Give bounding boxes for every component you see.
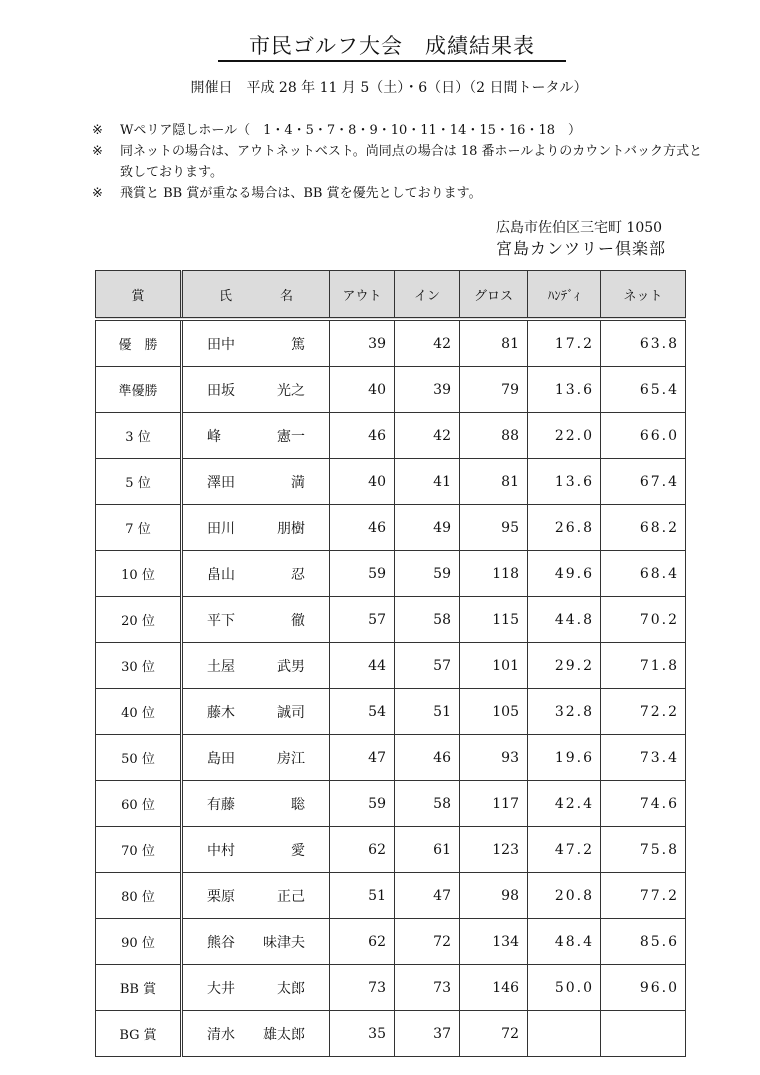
cell-net: 66.0	[601, 413, 686, 459]
cell-player-name	[182, 413, 330, 459]
cell-player-name	[182, 919, 330, 965]
cell-family-name: 大井	[207, 980, 235, 997]
table-row	[96, 643, 686, 689]
cell-out: 46	[330, 505, 395, 551]
cell-net: 75.8	[601, 827, 686, 873]
organizer-club: 宮島カンツリー倶楽部	[495, 239, 666, 258]
cell-given-name: 房江	[277, 750, 305, 767]
cell-prize: BG 賞	[96, 1011, 182, 1057]
cell-family-name: 田中	[207, 336, 235, 353]
cell-family-name: 中村	[207, 842, 235, 859]
cell-handicap: 20.8	[528, 873, 601, 919]
cell-gross: 88	[460, 413, 528, 459]
cell-out: 46	[330, 413, 395, 459]
cell-in: 37	[395, 1011, 460, 1057]
cell-prize: 準優勝	[96, 367, 182, 413]
cell-handicap: 29.2	[528, 643, 601, 689]
cell-given-name: 聡	[291, 796, 305, 813]
table-row	[96, 873, 686, 919]
cell-net: 71.8	[601, 643, 686, 689]
cell-in: 61	[395, 827, 460, 873]
table-row	[96, 919, 686, 965]
cell-prize: 3 位	[96, 413, 182, 459]
header-out: アウト	[330, 271, 395, 320]
cell-in: 46	[395, 735, 460, 781]
cell-player-name	[182, 505, 330, 551]
cell-in: 58	[395, 597, 460, 643]
header-net: ネット	[601, 271, 686, 320]
cell-player-name	[182, 965, 330, 1011]
cell-net: 70.2	[601, 597, 686, 643]
cell-family-name: 畠山	[207, 566, 235, 583]
cell-in: 59	[395, 551, 460, 597]
cell-prize: BB 賞	[96, 965, 182, 1011]
cell-handicap: 49.6	[528, 551, 601, 597]
cell-out: 51	[330, 873, 395, 919]
cell-given-name: 雄太郎	[263, 1026, 305, 1043]
cell-prize: 80 位	[96, 873, 182, 919]
cell-in: 47	[395, 873, 460, 919]
cell-family-name: 栗原	[207, 888, 235, 905]
organizer	[496, 218, 666, 260]
cell-net: 73.4	[601, 735, 686, 781]
cell-prize: 60 位	[96, 781, 182, 827]
header-name-second: 名	[280, 288, 294, 304]
cell-prize: 30 位	[96, 643, 182, 689]
cell-handicap: 13.6	[528, 367, 601, 413]
cell-in: 58	[395, 781, 460, 827]
cell-handicap: 13.6	[528, 459, 601, 505]
cell-net: 63.8	[601, 319, 686, 367]
cell-prize: 5 位	[96, 459, 182, 505]
cell-out: 62	[330, 827, 395, 873]
cell-out: 40	[330, 367, 395, 413]
cell-gross: 118	[460, 551, 528, 597]
cell-family-name: 有藤	[207, 796, 235, 813]
cell-family-name: 澤田	[207, 474, 235, 491]
cell-given-name: 朋樹	[277, 520, 305, 537]
header-in: イン	[395, 271, 460, 320]
cell-handicap: 47.2	[528, 827, 601, 873]
table-row	[96, 735, 686, 781]
notes	[92, 120, 702, 204]
cell-out: 44	[330, 643, 395, 689]
cell-prize: 7 位	[96, 505, 182, 551]
cell-given-name: 愛	[291, 842, 305, 859]
table-body	[96, 319, 686, 1057]
cell-family-name: 清水	[207, 1026, 235, 1043]
table-row	[96, 781, 686, 827]
cell-gross: 81	[460, 459, 528, 505]
cell-handicap: 26.8	[528, 505, 601, 551]
note-hidden-holes	[92, 120, 702, 141]
cell-player-name	[182, 1011, 330, 1057]
table-row	[96, 1011, 686, 1057]
cell-handicap: 50.0	[528, 965, 601, 1011]
cell-out: 57	[330, 597, 395, 643]
cell-in: 73	[395, 965, 460, 1011]
cell-gross: 95	[460, 505, 528, 551]
header-handicap: ﾊﾝﾃﾞｨ	[528, 271, 601, 320]
table-row	[96, 413, 686, 459]
cell-family-name: 田坂	[207, 382, 235, 399]
cell-given-name: 篤	[291, 336, 305, 353]
cell-gross: 146	[460, 965, 528, 1011]
cell-out: 39	[330, 319, 395, 367]
cell-player-name	[182, 781, 330, 827]
cell-family-name: 峰	[207, 428, 221, 445]
table-row	[96, 459, 686, 505]
cell-gross: 117	[460, 781, 528, 827]
cell-player-name	[182, 827, 330, 873]
table-row	[96, 597, 686, 643]
cell-gross: 72	[460, 1011, 528, 1057]
cell-prize: 10 位	[96, 551, 182, 597]
cell-net: 72.2	[601, 689, 686, 735]
cell-player-name	[182, 459, 330, 505]
cell-handicap: 42.4	[528, 781, 601, 827]
cell-in: 42	[395, 319, 460, 367]
cell-in: 57	[395, 643, 460, 689]
note-text: 飛賞と BB 賞が重なる場合は、BB 賞を優先としております。	[120, 186, 482, 201]
cell-in: 41	[395, 459, 460, 505]
cell-handicap: 32.8	[528, 689, 601, 735]
cell-net: 74.6	[601, 781, 686, 827]
cell-player-name	[182, 873, 330, 919]
cell-family-name: 熊谷	[207, 934, 235, 951]
organizer-address: 広島市佐伯区三宅町 1050	[495, 220, 663, 236]
cell-net: 85.6	[601, 919, 686, 965]
note-mark: ※	[92, 186, 103, 201]
note-text: 同ネットの場合は、アウトネットベスト。尚同点の場合は 18 番ホールよりのカウントバック方式と致しております。	[120, 144, 702, 180]
cell-handicap: 44.8	[528, 597, 601, 643]
cell-gross: 81	[460, 319, 528, 367]
cell-given-name: 徹	[291, 612, 305, 629]
note-mark: ※	[92, 144, 103, 159]
cell-gross: 105	[460, 689, 528, 735]
cell-family-name: 土屋	[207, 658, 235, 675]
cell-prize: 90 位	[96, 919, 182, 965]
cell-player-name	[182, 735, 330, 781]
note-mark: ※	[92, 123, 103, 138]
cell-in: 72	[395, 919, 460, 965]
cell-given-name: 満	[291, 474, 305, 491]
cell-gross: 134	[460, 919, 528, 965]
cell-in: 42	[395, 413, 460, 459]
cell-gross: 115	[460, 597, 528, 643]
cell-given-name: 武男	[277, 658, 305, 675]
cell-player-name	[182, 597, 330, 643]
cell-given-name: 太郎	[277, 980, 305, 997]
cell-player-name	[182, 551, 330, 597]
table-header-row	[96, 271, 686, 320]
cell-handicap: 48.4	[528, 919, 601, 965]
cell-handicap: 19.6	[528, 735, 601, 781]
cell-net: 67.4	[601, 459, 686, 505]
cell-family-name: 島田	[207, 750, 235, 767]
cell-out: 54	[330, 689, 395, 735]
cell-prize: 優 勝	[96, 319, 182, 367]
cell-net: 68.2	[601, 505, 686, 551]
table-row	[96, 965, 686, 1011]
cell-prize: 40 位	[96, 689, 182, 735]
cell-player-name	[182, 319, 330, 367]
cell-out: 73	[330, 965, 395, 1011]
cell-out: 62	[330, 919, 395, 965]
table-row	[96, 319, 686, 367]
cell-given-name: 忍	[291, 566, 305, 583]
table-row	[96, 689, 686, 735]
table-row	[96, 505, 686, 551]
cell-out: 59	[330, 551, 395, 597]
cell-given-name: 正己	[277, 888, 305, 905]
cell-out: 35	[330, 1011, 395, 1057]
cell-prize: 20 位	[96, 597, 182, 643]
cell-net: 68.4	[601, 551, 686, 597]
cell-gross: 101	[460, 643, 528, 689]
cell-handicap	[528, 1011, 601, 1057]
note-tiebreak	[92, 141, 702, 183]
cell-handicap: 22.0	[528, 413, 601, 459]
table-row	[96, 367, 686, 413]
cell-in: 39	[395, 367, 460, 413]
cell-player-name	[182, 689, 330, 735]
cell-net	[601, 1011, 686, 1057]
cell-net: 65.4	[601, 367, 686, 413]
table-row	[96, 827, 686, 873]
cell-gross: 98	[460, 873, 528, 919]
cell-family-name: 田川	[207, 520, 235, 537]
cell-out: 47	[330, 735, 395, 781]
cell-family-name: 藤木	[207, 704, 235, 721]
cell-given-name: 誠司	[277, 704, 305, 721]
cell-prize: 50 位	[96, 735, 182, 781]
cell-net: 77.2	[601, 873, 686, 919]
cell-given-name: 光之	[277, 382, 305, 399]
cell-net: 96.0	[601, 965, 686, 1011]
cell-gross: 123	[460, 827, 528, 873]
cell-out: 59	[330, 781, 395, 827]
cell-family-name: 平下	[207, 612, 235, 629]
cell-gross: 79	[460, 367, 528, 413]
header-prize: 賞	[96, 271, 182, 320]
note-bb-priority	[92, 183, 702, 204]
results-table	[95, 270, 686, 1057]
cell-player-name	[182, 643, 330, 689]
note-text: Wペリア隠しホール（ 1・4・5・7・8・9・10・11・14・15・16・18 ）	[120, 123, 581, 138]
cell-given-name: 憲一	[277, 428, 305, 445]
cell-out: 40	[330, 459, 395, 505]
header-gross: グロス	[460, 271, 528, 320]
cell-given-name: 味津夫	[263, 934, 305, 951]
cell-prize: 70 位	[96, 827, 182, 873]
header-name	[182, 271, 330, 320]
header-name-first: 氏	[218, 288, 232, 304]
cell-gross: 93	[460, 735, 528, 781]
event-date: 開催日 平成 28 年 11 月 5（土）・6（日）（2 日間トータル）	[190, 80, 588, 96]
cell-player-name	[182, 367, 330, 413]
cell-in: 49	[395, 505, 460, 551]
cell-handicap: 17.2	[528, 319, 601, 367]
cell-in: 51	[395, 689, 460, 735]
page-title: 市民ゴルフ大会 成績結果表	[218, 32, 566, 62]
table-row	[96, 551, 686, 597]
